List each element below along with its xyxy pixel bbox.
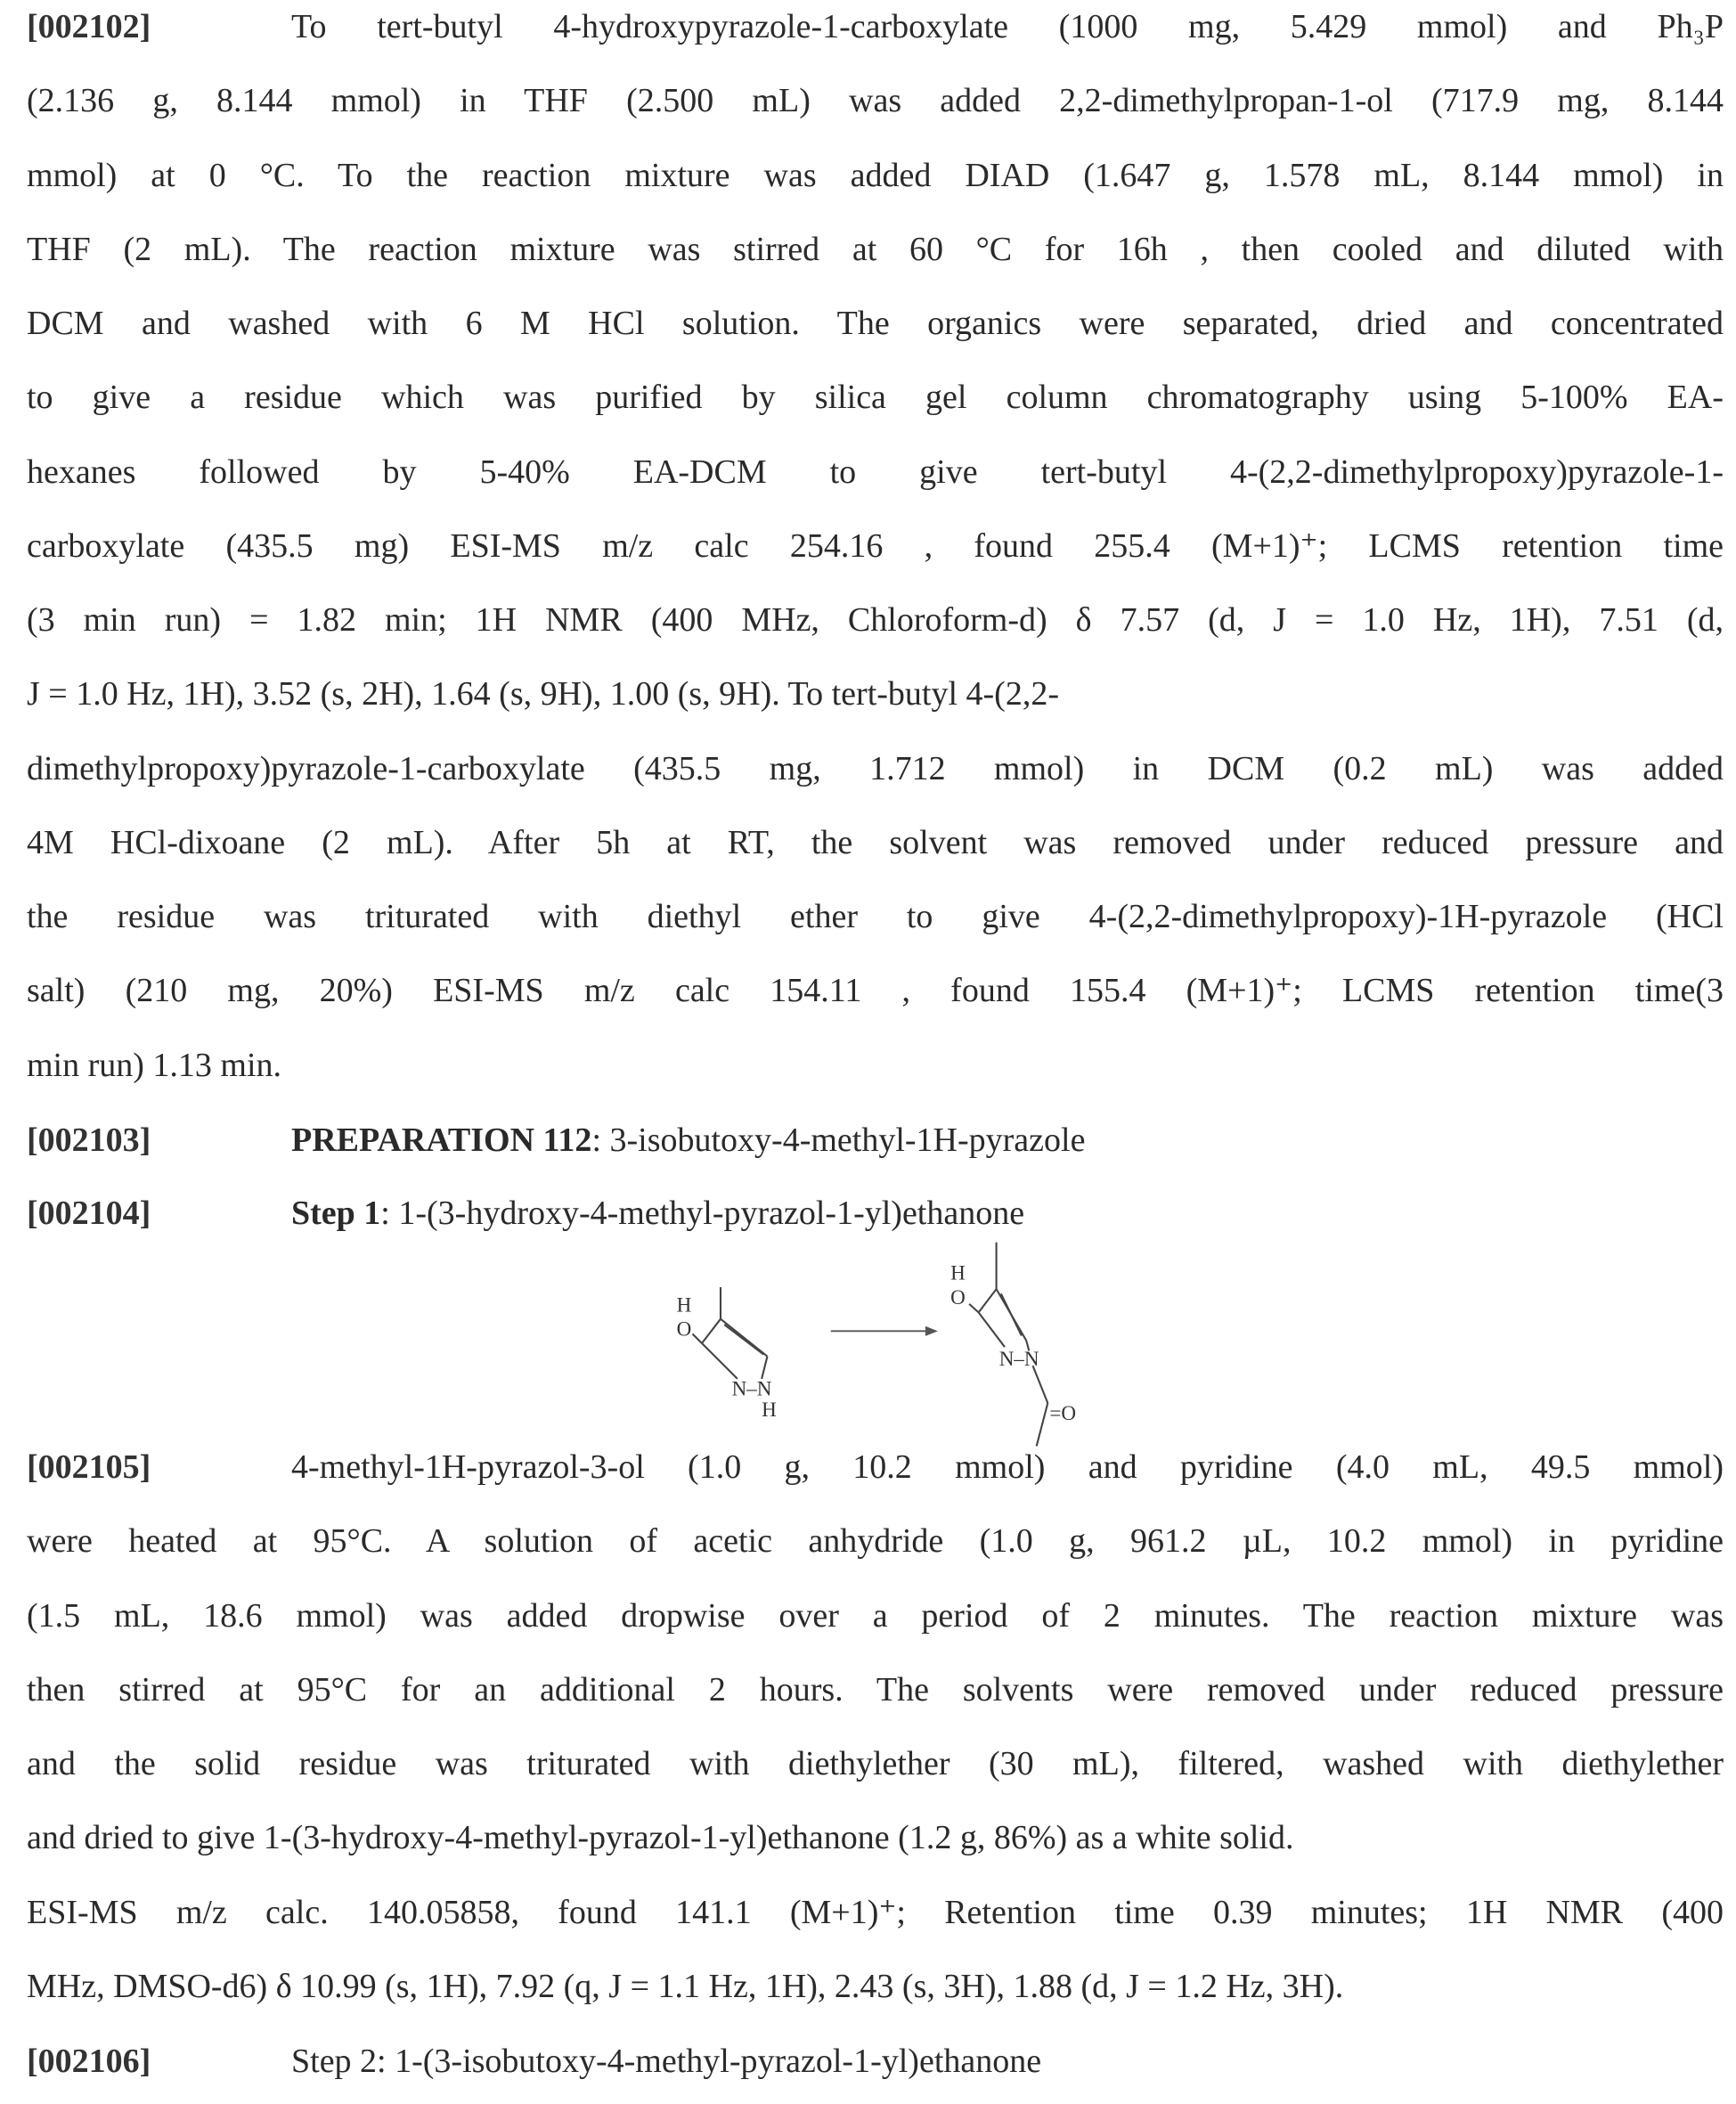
text-line: carboxylate (435.5 mg) ESI-MS m/z calc 254.16 , found 255.4 (M+1)⁺; LCMS retention time <box>27 521 1724 571</box>
text-line: THF (2 mL). The reaction mixture was stirred at 60 °C for 16h , then cooled and diluted with <box>27 224 1724 274</box>
paragraph-number: [002105] <box>27 1442 151 1492</box>
text-line: hexanes followed by 5-40% EA-DCM to give tert-butyl 4-(2,2-dimethylpropoxy)pyrazole-1- <box>27 447 1724 497</box>
product-o-label: O <box>950 1285 966 1309</box>
text-line: min run) 1.13 min. <box>27 1040 1724 1090</box>
text-line: and dried to give 1-(3-hydroxy-4-methyl-pyrazol-1-yl)ethanone (1.2 g, 86%) as a white solid. <box>27 1813 1724 1863</box>
paragraph-number: [002104] <box>27 1188 151 1238</box>
preparation-compound: : 3-isobutoxy-4-methyl-1H-pyrazole <box>591 1121 1085 1159</box>
step2-heading: Step 2: 1-(3-isobutoxy-4-methyl-pyrazol-1-yl)ethanone <box>291 2036 1041 2086</box>
text-line: to give a residue which was purified by silica gel column chromatography using 5-100% EA- <box>27 372 1724 422</box>
step1-title: Step 1 <box>291 1195 380 1232</box>
text-line: (2.136 g, 8.144 mmol) in THF (2.500 mL) was added 2,2-dimethylpropan-1-ol (717.9 mg, 8.144 <box>27 76 1724 126</box>
text-line: MHz, DMSO-d6) δ 10.99 (s, 1H), 7.92 (q, J = 1.1 Hz, 1H), 2.43 (s, 3H), 1.88 (d, J = 1.2 Hz, 3H). <box>27 1961 1724 2011</box>
reactant-nn-label: N–N <box>732 1377 772 1400</box>
text-line: salt) (210 mg, 20%) ESI-MS m/z calc 154.11 , found 155.4 (M+1)⁺; LCMS retention time(3 <box>27 966 1724 1015</box>
text-line: (3 min run) = 1.82 min; 1H NMR (400 MHz, Chloroform-d) δ 7.57 (d, J = 1.0 Hz, 1H), 7.51 (d, <box>27 595 1724 645</box>
preparation-heading <box>291 1115 1085 1165</box>
text-line: J = 1.0 Hz, 1H), 3.52 (s, 2H), 1.64 (s, 9H), 1.00 (s, 9H). To tert-butyl 4-(2,2- <box>27 669 1724 719</box>
text-line: 4-methyl-1H-pyrazol-3-ol (1.0 g, 10.2 mmol) and pyridine (4.0 mL, 49.5 mmol) <box>291 1442 1724 1492</box>
reaction-arrow <box>831 1327 936 1334</box>
text-line: were heated at 95°C. A solution of acetic anhydride (1.0 g, 961.2 µL, 10.2 mmol) in pyridine <box>27 1516 1724 1566</box>
reactant-structure <box>693 1287 768 1379</box>
paragraph-number: [002106] <box>27 2036 151 2086</box>
text-line: then stirred at 95°C for an additional 2 hours. The solvents were removed under reduced pressure <box>27 1665 1724 1715</box>
preparation-title: PREPARATION 112 <box>291 1121 591 1159</box>
step1-heading <box>291 1188 1024 1238</box>
product-h-label: H <box>950 1261 966 1284</box>
text-line: mmol) at 0 °C. To the reaction mixture was added DIAD (1.647 g, 1.578 mL, 8.144 mmol) in <box>27 151 1724 200</box>
text-line: the residue was triturated with diethyl ether to give 4-(2,2-dimethylpropoxy)-1H-pyrazole (HCl <box>27 892 1724 942</box>
text-line: To tert-butyl 4-hydroxypyrazole-1-carboxylate (1000 mg, 5.429 mmol) and Ph₃P <box>291 2 1724 52</box>
paragraph-number: [002103] <box>27 1115 151 1165</box>
reactant-o-label: O <box>677 1317 692 1341</box>
product-nn-label: N–N <box>999 1347 1039 1370</box>
product-structure <box>969 1243 1047 1447</box>
reactant-h-label: H <box>677 1293 692 1316</box>
text-line: dimethylpropoxy)pyrazole-1-carboxylate (435.5 mg, 1.712 mmol) in DCM (0.2 mL) was added <box>27 744 1724 794</box>
step1-compound: : 1-(3-hydroxy-4-methyl-pyrazol-1-yl)ethanone <box>380 1195 1024 1232</box>
text-line: (1.5 mL, 18.6 mmol) was added dropwise over a period of 2 minutes. The reaction mixture was <box>27 1591 1724 1641</box>
product-carbonyl-label: =O <box>1049 1401 1076 1424</box>
text-line: ESI-MS m/z calc. 140.05858, found 141.1 (M+1)⁺; Retention time 0.39 minutes; 1H NMR (400 <box>27 1888 1724 1937</box>
text-line: DCM and washed with 6 M HCl solution. The organics were separated, dried and concentrated <box>27 298 1724 348</box>
paragraph-number: [002102] <box>27 2 151 52</box>
reactant-nh-label: H <box>762 1398 777 1421</box>
text-line: and the solid residue was triturated with diethylether (30 mL), filtered, washed with diethylether <box>27 1739 1724 1789</box>
text-line: 4M HCl-dixoane (2 mL). After 5h at RT, the solvent was removed under reduced pressure and <box>27 818 1724 868</box>
